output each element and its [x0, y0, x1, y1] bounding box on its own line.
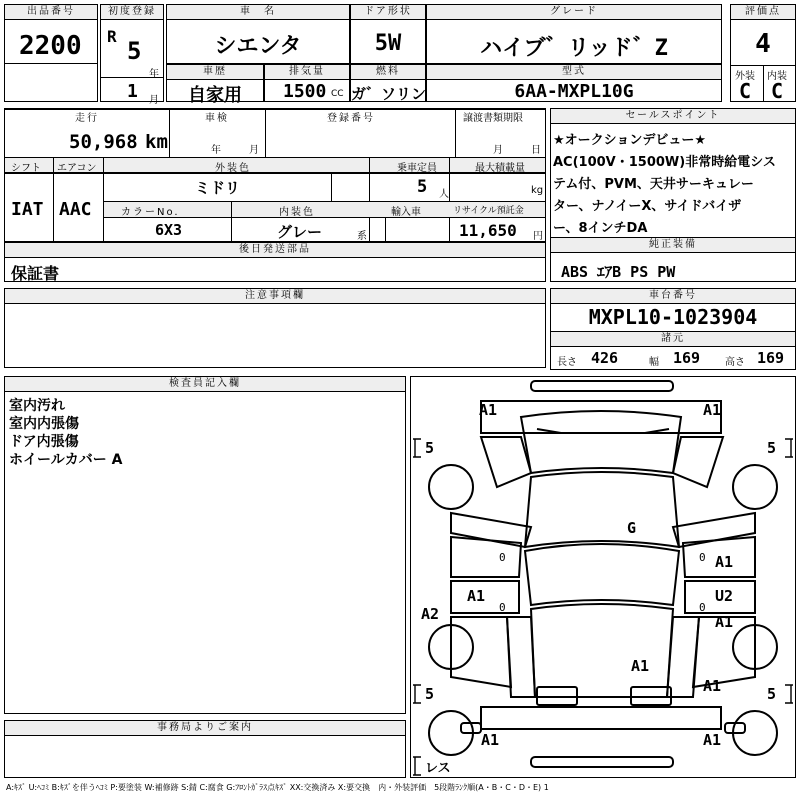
score: 4: [755, 29, 771, 59]
sales-line-1: ★オークションデビュー★: [553, 133, 707, 148]
mileage: 50,968: [69, 131, 138, 153]
color-number: 6X3: [155, 221, 183, 239]
mark-left-zero-2: 0: [499, 601, 506, 614]
mark-right-zero: 0: [699, 551, 706, 564]
length: 426: [591, 349, 619, 367]
car-name-box: 車 名 シエンタ: [166, 4, 350, 64]
sales-points-box: セールスポイント ★オークションデビュー★ AC(100V・1500W)非常時給電シス テム付、PVM、天井サーキュレー ター、ナノイーX、サイドバイザ ー、8インチDA 純正装備 ABS ｴｱB PS PW: [550, 108, 796, 282]
door-box: ドア形状 5W: [350, 4, 426, 64]
mark-right-zero-2: 0: [699, 601, 706, 614]
sales-line-5: ー、8インチDA: [553, 221, 648, 236]
inspector-line-1: 室内汚れ: [9, 398, 65, 414]
lot-number: 2200: [19, 31, 82, 61]
later-parts-box: 後日発送部品 保証書: [4, 242, 546, 282]
mark-windshield: G: [627, 519, 637, 537]
mark-right-door: A1: [715, 613, 734, 631]
mark-front-right: A1: [703, 401, 722, 419]
car-name: シエンタ: [214, 34, 302, 59]
inspector-line-2: 室内内張傷: [9, 416, 79, 432]
shift: IAT: [11, 199, 44, 220]
history: 自家用: [188, 85, 242, 106]
chassis-number: MXPL10-1023904: [588, 305, 758, 329]
mark-right-quarter: A1: [703, 677, 722, 695]
era: R: [107, 27, 117, 46]
sales-line-3: テム付、PVM、天井サーキュレー: [553, 177, 754, 192]
grade-box: グレード ハイブ゛リッド゛Z: [426, 4, 722, 64]
office-box: 事務局よりご案内: [4, 720, 406, 778]
mark-rear-roof: A1: [631, 657, 650, 675]
history-box: 車歴 自家用: [166, 64, 264, 102]
interior-color: グレー: [277, 223, 323, 241]
car-outline: [411, 377, 795, 777]
model-code: 6AA-MXPL10G: [514, 81, 634, 102]
first-reg-box: 初度登録 R 5 年 1 月: [100, 4, 164, 102]
tire-rear-right: 5: [767, 685, 777, 703]
exterior-color: ミドリ: [195, 179, 241, 197]
mark-left-step: A2: [421, 605, 440, 623]
mark-left-door: A1: [467, 587, 486, 605]
later-parts: 保証書: [11, 264, 60, 283]
inspector-line-4: ホイールカバー A: [9, 452, 123, 468]
door-type: 5W: [374, 31, 402, 56]
equipment: ABS ｴｱB PS PW: [561, 263, 676, 281]
fuel: ガ゛ソリン: [351, 85, 427, 103]
spec-box: 走行 車検 登録番号 譲渡書類期限 50,968 km 年 月 月 日 シフト エアコン 外装色 乗車定員 最大積載量 IAT AAC ミドリ 5 人 kg カラーNo. 内装色 輸入車 リサイクル預託金 6X3 グレー 系 11,650 円: [4, 108, 546, 242]
capacity: 5: [417, 177, 428, 197]
score-box: 評価点 4 外装 内装 C C: [730, 4, 796, 102]
mark-right-fender: A1: [715, 553, 734, 571]
reg-year: 5: [127, 37, 142, 65]
interior-grade: C: [771, 79, 784, 103]
inspector-box: 検査員記入欄 室内汚れ 室内内張傷 ドア内張傷 ホイールカバー A: [4, 376, 406, 714]
inspector-line-3: ドア内張傷: [9, 434, 79, 450]
tire-front-right: 5: [767, 439, 777, 457]
exterior-grade: C: [739, 79, 752, 103]
chassis-box: 車台番号 MXPL10-1023904 諸元 長さ 426 幅 169 高さ 169: [550, 288, 796, 370]
width: 169: [673, 349, 701, 367]
mark-left-zero: 0: [499, 551, 506, 564]
spare-tire: レス: [425, 761, 451, 776]
recycle-fee: 11,650: [459, 221, 517, 240]
aircon: AAC: [59, 199, 92, 220]
model-box: 型式 6AA-MXPL10G: [426, 64, 722, 102]
tire-rear-left: 5: [425, 685, 435, 703]
reg-month: 1: [127, 81, 138, 102]
height: 169: [757, 349, 785, 367]
mark-right-door-dent: U2: [715, 587, 734, 605]
mark-rear-left: A1: [481, 731, 500, 749]
lot-label: 出品番号: [5, 5, 97, 20]
car-diagram: [410, 376, 796, 778]
sales-line-2: AC(100V・1500W)非常時給電シス: [553, 155, 776, 170]
fuel-box: 燃料 ガ゛ソリン: [351, 66, 427, 103]
mark-front-left: A1: [479, 401, 498, 419]
mark-rear-right: A1: [703, 731, 722, 749]
legend: A:ｷｽﾞ U:ﾍｺﾐ B:ｷｽﾞを伴うﾍｺﾐ P:要塗装 W:補修跡 S:錆 C:腐食 G:ﾌﾛﾝﾄｶﾞﾗｽ点ｷｽﾞ XX:交換済み X:要交換 内・外装評価 5段階ﾗﾝｸ順(A・B・C・D・E) 1: [6, 783, 549, 792]
displacement-box: 排気量 1500 CC: [264, 64, 350, 102]
sales-line-4: ター、ナノイーX、サイドバイザ: [553, 199, 742, 214]
lot-box: [4, 4, 98, 102]
grade: ハイブ゛リッド゛Z: [480, 36, 668, 61]
displacement: 1500: [283, 81, 327, 102]
tire-front-left: 5: [425, 439, 435, 457]
first-reg-label: 初度登録: [101, 5, 163, 20]
notes-box: 注意事項欄: [4, 288, 546, 368]
